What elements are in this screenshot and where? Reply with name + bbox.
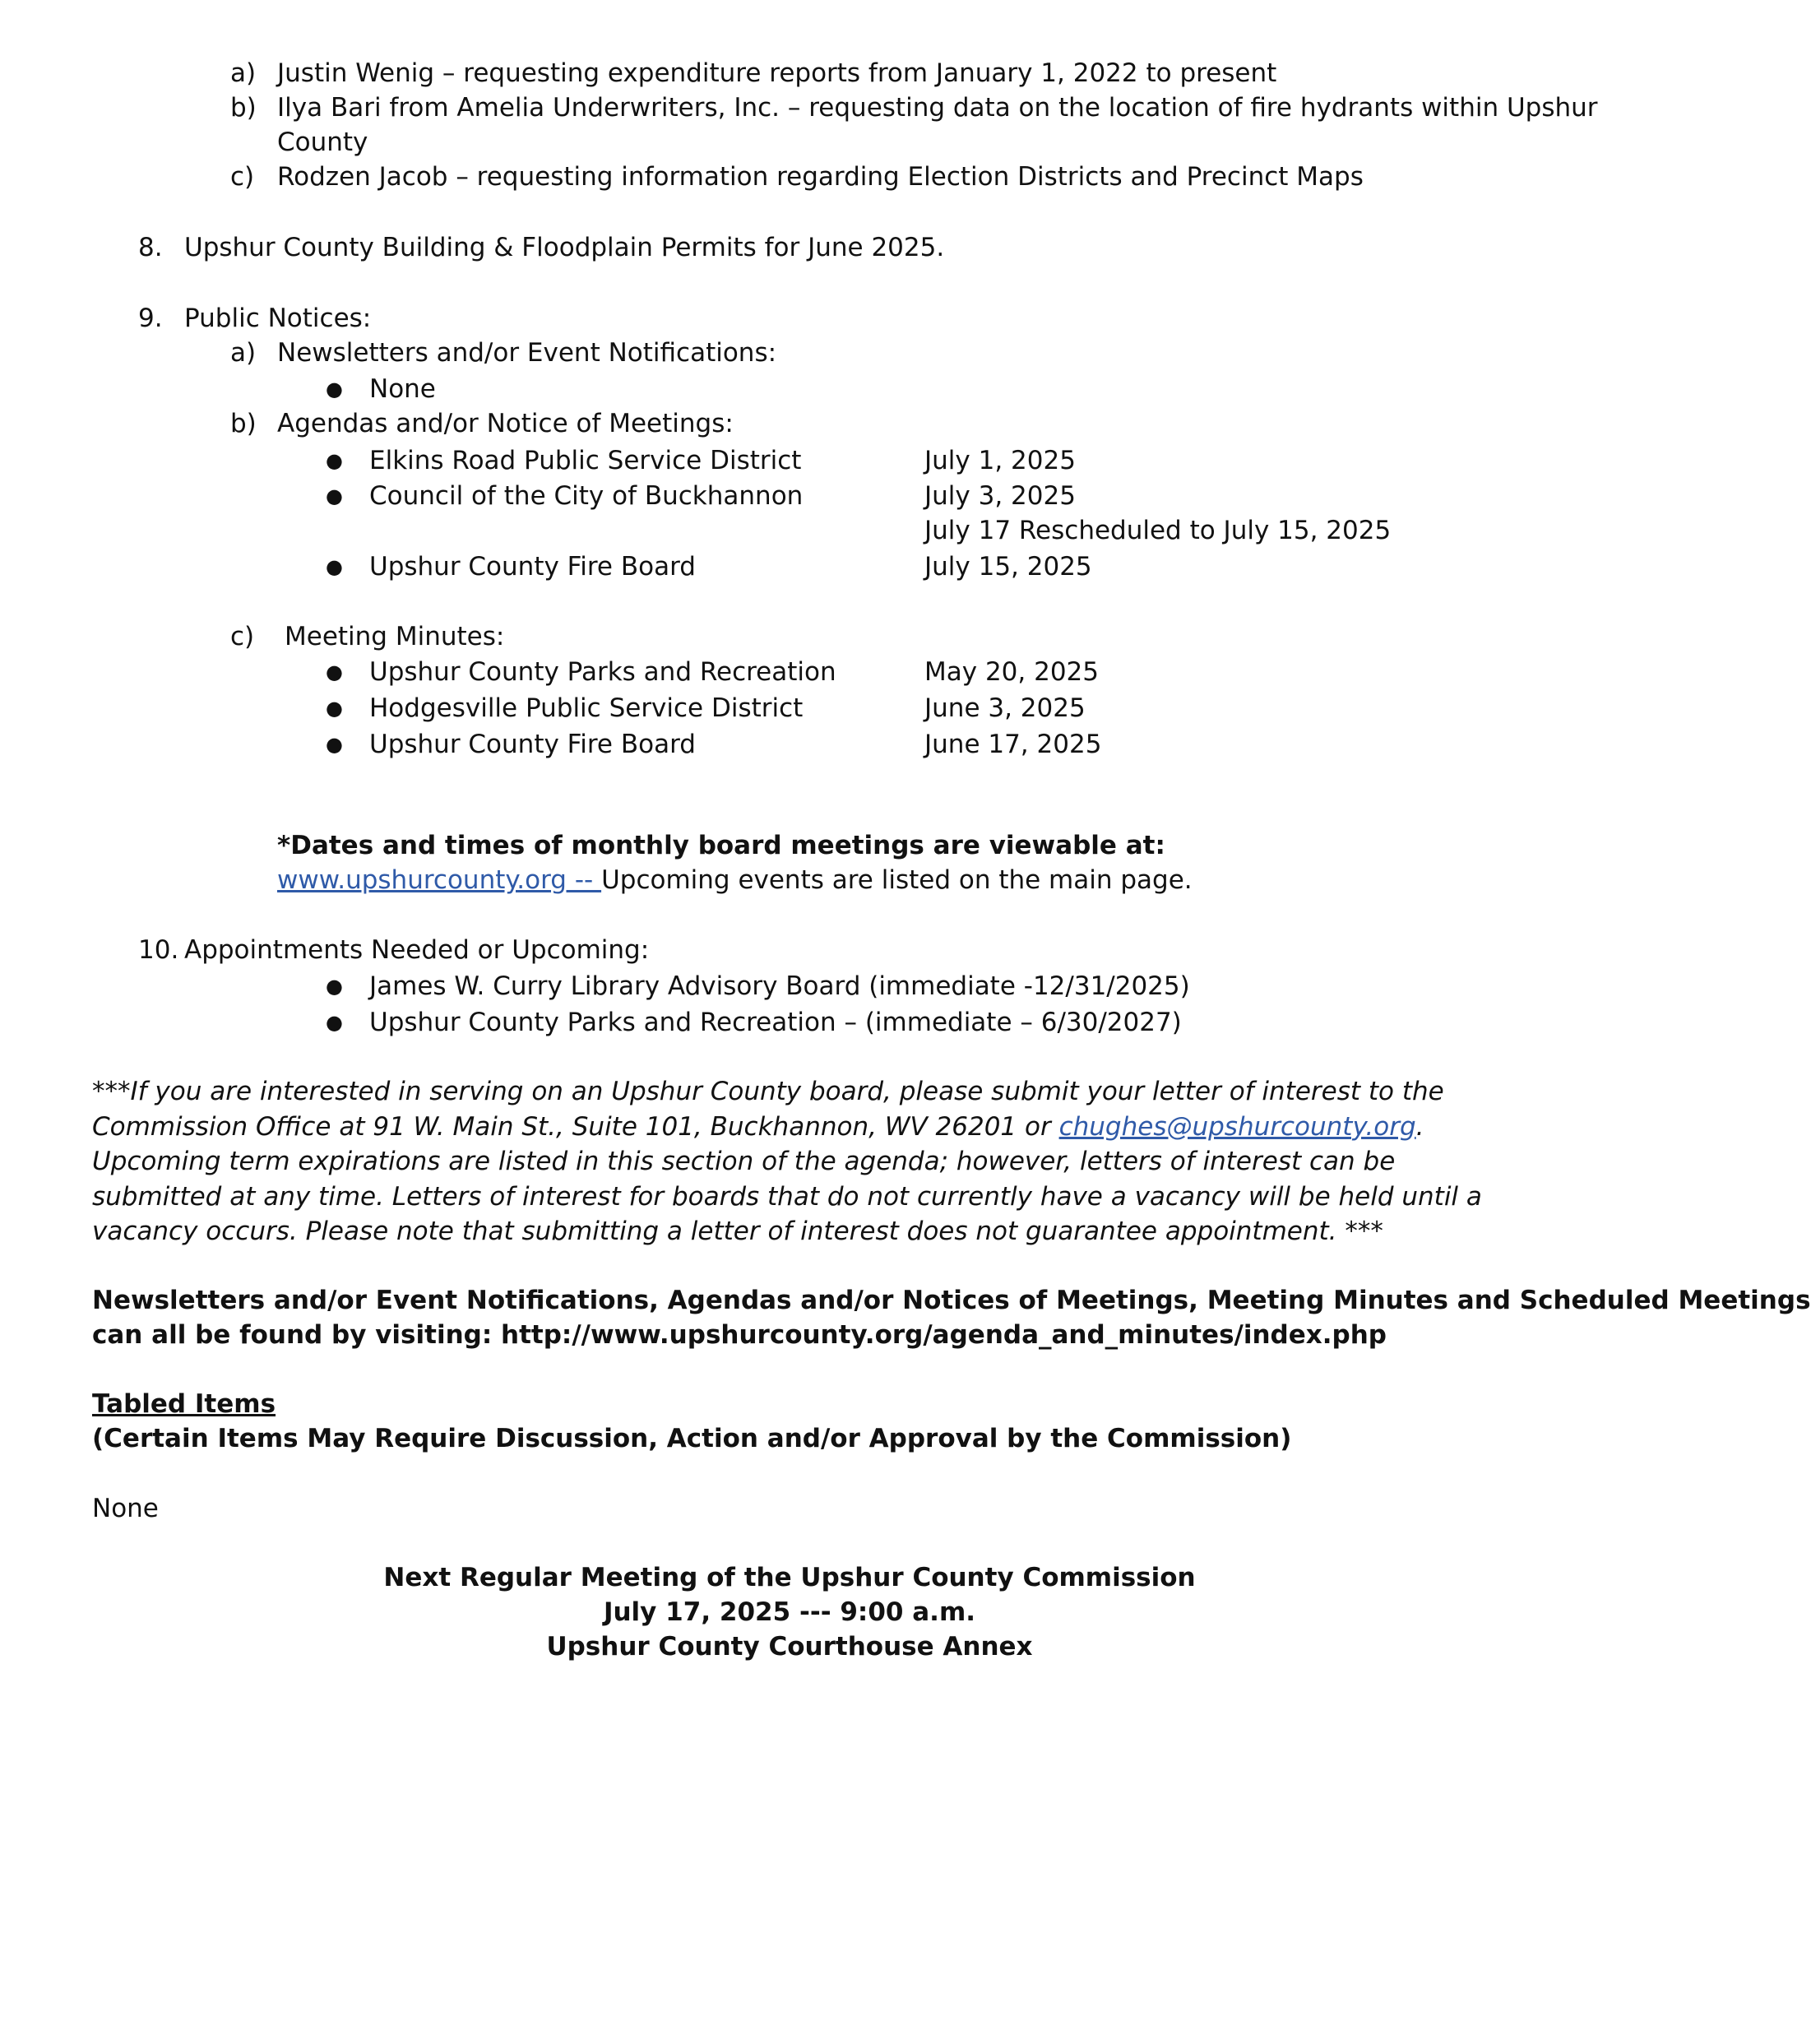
tabled-items-subheading: (Certain Items May Require Discussion, Action and/or Approval by the Commission) — [92, 1424, 1292, 1453]
minutes-date: May 20, 2025 — [924, 657, 1099, 687]
county-website-link[interactable]: www.upshurcounty.org -- — [277, 865, 602, 895]
request-b-label: b) — [230, 93, 257, 123]
appointment-item: Upshur County Parks and Recreation – (immediate – 6/30/2027) — [369, 1008, 1182, 1037]
bullet-icon: ● — [326, 975, 343, 998]
tabled-items-value: None — [92, 1494, 159, 1523]
commission-email-link[interactable]: chughes@upshurcounty.org — [1058, 1111, 1416, 1142]
meeting-notice-name: Council of the City of Buckhannon — [369, 481, 804, 511]
meetings-note-line — [277, 863, 1193, 897]
bullet-icon: ● — [326, 1011, 343, 1034]
meeting-notice-date: July 1, 2025 — [924, 446, 1076, 475]
meeting-notice-date: July 15, 2025 — [924, 552, 1092, 582]
request-a-text: Justin Wenig – requesting expenditure reports from January 1, 2022 to present — [277, 58, 1277, 88]
item-9a-label: a) — [230, 338, 257, 368]
minutes-name: Hodgesville Public Service District — [369, 693, 804, 723]
meetings-note-rest: Upcoming events are listed on the main page. — [601, 865, 1193, 895]
minutes-name: Upshur County Parks and Recreation — [369, 657, 836, 687]
bullet-icon: ● — [326, 449, 343, 472]
appointment-item: James W. Curry Library Advisory Board (immediate -12/31/2025) — [369, 971, 1190, 1001]
bullet-icon: ● — [326, 555, 343, 578]
request-a-label: a) — [230, 58, 257, 88]
item-9b-title: Agendas and/or Notice of Meetings: — [277, 409, 734, 438]
next-meeting-title: Next Regular Meeting of the Upshur County Commission — [383, 1563, 1196, 1592]
bullet-icon: ● — [326, 697, 343, 720]
meetings-note-heading: *Dates and times of monthly board meetings are viewable at: — [277, 831, 1165, 860]
meeting-notice-date-rescheduled: July 17 Rescheduled to July 15, 2025 — [924, 516, 1392, 545]
item-9-title: Public Notices: — [184, 304, 372, 333]
bullet-icon: ● — [326, 733, 343, 756]
meeting-notice-date: July 3, 2025 — [924, 481, 1076, 511]
minutes-date: June 3, 2025 — [924, 693, 1086, 723]
newsletters-note-line2: can all be found by visiting: http://www.upshurcounty.org/agenda_and_minutes/index.php — [92, 1320, 1387, 1350]
next-meeting-location: Upshur County Courthouse Annex — [546, 1632, 1033, 1662]
newsletters-note-line1: Newsletters and/or Event Notifications, Agendas and/or Notices of Meetings, Meeting Minutes and Scheduled Meetings — [92, 1286, 1811, 1315]
meeting-notice-name: Upshur County Fire Board — [369, 552, 696, 582]
request-b-text: Ilya Bari from Amelia Underwriters, Inc. – requesting data on the location of fire hydrants within Upshur — [277, 93, 1598, 123]
meeting-notice-name: Elkins Road Public Service District — [369, 446, 802, 475]
item-8-number: 8. — [138, 233, 163, 262]
request-c-label: c) — [230, 162, 255, 192]
bullet-icon: ● — [326, 484, 343, 508]
bullet-icon: ● — [326, 660, 343, 684]
item-10-number: 10. — [138, 935, 179, 965]
item-8-text: Upshur County Building & Floodplain Permits for June 2025. — [184, 233, 945, 262]
bullet-icon: ● — [326, 378, 343, 401]
minutes-date: June 17, 2025 — [924, 730, 1102, 759]
item-9c-title: Meeting Minutes: — [285, 622, 505, 651]
item-9-number: 9. — [138, 304, 163, 333]
request-c-text: Rodzen Jacob – requesting information regarding Election Districts and Precinct Maps — [277, 162, 1364, 192]
request-b-continuation: County — [277, 127, 368, 157]
item-9a-title: Newsletters and/or Event Notifications: — [277, 338, 777, 368]
tabled-items-heading: Tabled Items — [92, 1389, 276, 1419]
minutes-name: Upshur County Fire Board — [369, 730, 696, 759]
item-9c-label: c) — [230, 622, 255, 651]
item-9b-label: b) — [230, 409, 257, 438]
item-10-title: Appointments Needed or Upcoming: — [184, 935, 650, 965]
board-interest-note: ***If you are interested in serving on an Upshur County board, please submit your letter of interest to the Commission Office at 91 W. Main St., Suite 101, Buckhannon, WV 26201 or chughes@upshurcounty.org. Upcoming term expirations are listed in this section of the agenda; however, letters of interest can be submitted at any time. Letters of interest for boards that do not currently have a vacancy will be held until a vacancy occurs. Please note that submitting a letter of interest does not guarantee appointment. *** — [92, 1077, 1482, 1246]
item-9a-bullet: None — [369, 374, 436, 404]
next-meeting-date: July 17, 2025 --- 9:00 a.m. — [603, 1597, 976, 1627]
